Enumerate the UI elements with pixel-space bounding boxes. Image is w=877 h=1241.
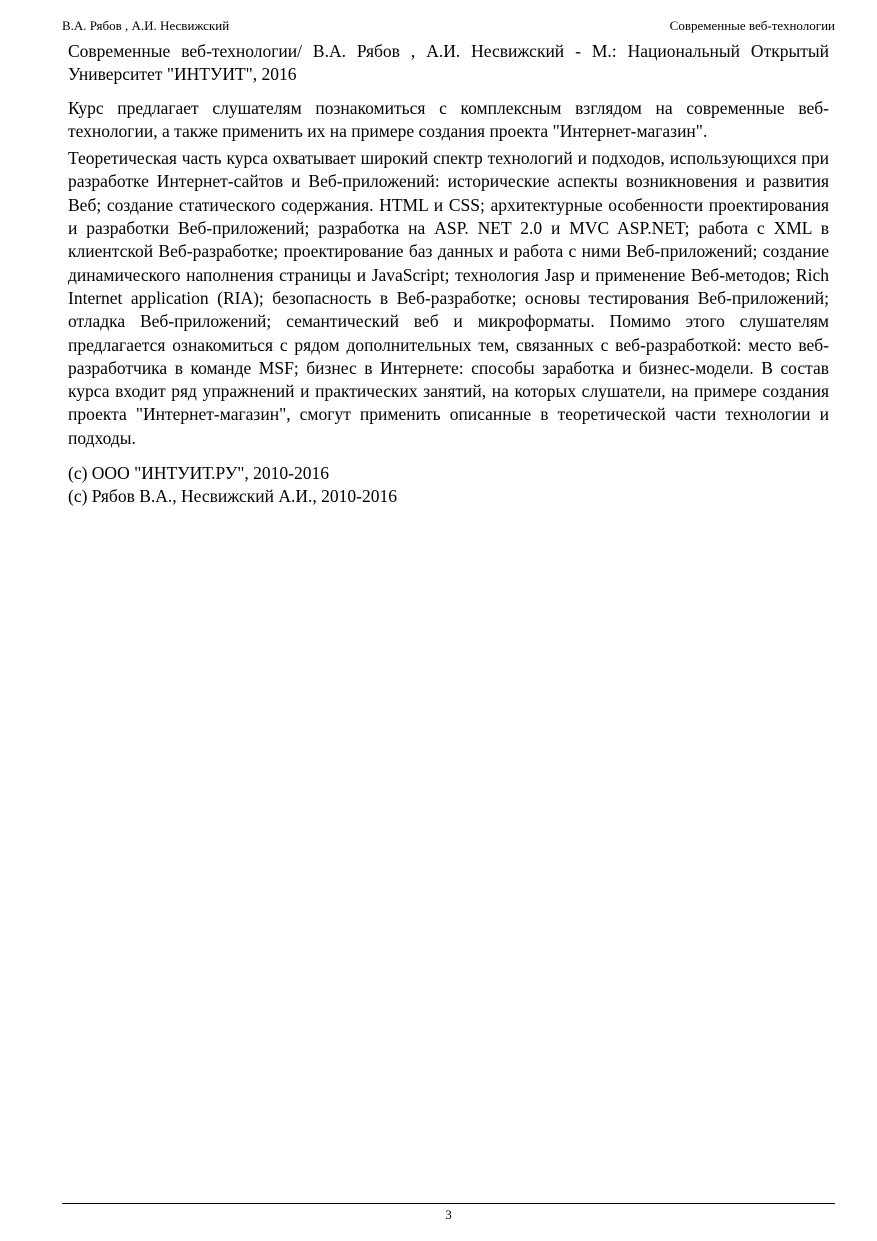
page-content <box>68 40 829 509</box>
copyright-line-intuit: (c) ООО "ИНТУИТ.РУ", 2010-2016 <box>68 463 329 484</box>
bibliographic-citation: Современные веб-технологии/ В.А. Рябов , А.И. Несвижский - М.: Национальный Открытый Университет "ИНТУИТ", 2016 <box>68 41 829 85</box>
copyright-block <box>68 462 829 509</box>
header-authors: В.А. Рябов , А.И. Несвижский <box>62 18 230 33</box>
copyright-line-authors: (c) Рябов В.А., Несвижский А.И., 2010-2016 <box>68 486 398 507</box>
course-theory-paragraph: Теоретическая часть курса охватывает широкий спектр технологий и подходов, использующихся при разработке Интернет-сайтов и Веб-приложений: исторические аспекты возникновения и развития Веб; создание статического содержания. HTML и CSS; архитектурные особенности проектирования и разработки Веб-приложений; разработка на ASP. NET 2.0 и MVC ASP.NET; работа с XML в клиентской Веб-разработке; проектирование баз данных и работа с ними Веб-приложений; создание динамического наполнения страницы и JavaScript; технология Jasp и применение Веб-методов; Rich Internet application (RIA); безопасность в Веб-разработке; основы тестирования Веб-приложений; отладка Веб-приложений; семантический веб и микроформаты. Помимо этого слушателям предлагается ознакомиться с рядом дополнительных тем, связанных с веб-разработкой: место веб-разработчика в команде MSF; бизнес в Интернете: способы заработка и бизнес-модели. В состав курса входит ряд упражнений и практических занятий, на которых слушатели, на примере создания проекта "Интернет-магазин", смогут применить описанные в теоретической части технологии и подходы. <box>68 148 829 448</box>
footer-divider <box>62 1203 835 1204</box>
page-number: 3 <box>445 1207 452 1222</box>
header-course-title: Современные веб-технологии <box>669 18 835 33</box>
course-intro-paragraph: Курс предлагает слушателям познакомиться с комплексным взглядом на современные веб-технологии, а также применить их на примере создания проекта "Интернет-магазин". <box>68 97 829 141</box>
page-header <box>62 16 835 36</box>
